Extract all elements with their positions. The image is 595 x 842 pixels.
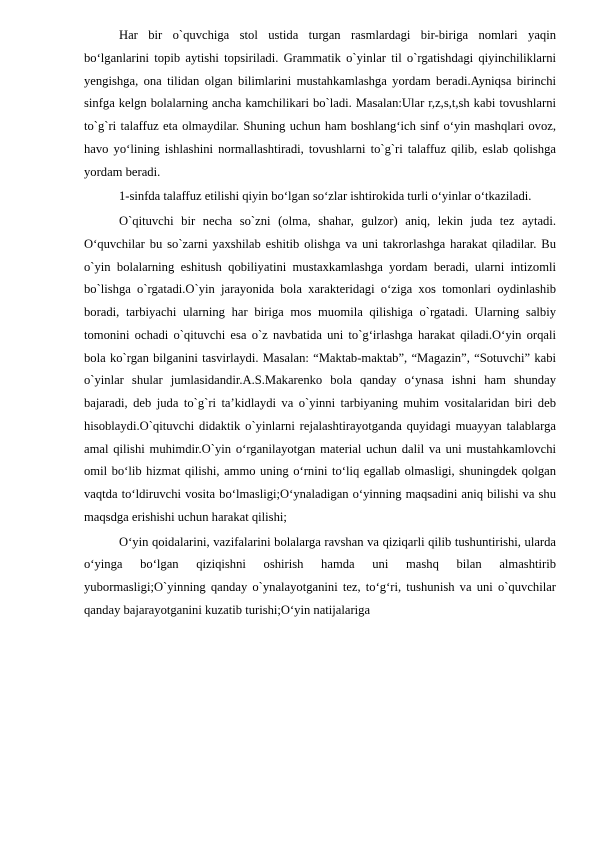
paragraph-3: O`qituvchi bir necha so`zni (olma, shahar, gulzor) aniq, lekin juda tez aytadi. O‘quvchilar bu so`zarni yaxshilab eshitib olishga va uni takrorlashga harakat qiladilar. Bu o`yin bolalarning eshitush qobiliyatini mustaxkamlashga yordam beradi, ularni intizomli bo`lishga o`rgatadi.O`yin jarayonida bola xarakteridagi o‘ziga xos tomonlari oydinlashib boradi, tarbiyachi ularning har biriga mos muomila qilishiga o`rgatadi. Ularning salbiy tomonini ochadi o`qituvchi esa o`z navbatida uni to`g‘irlashga harakat qiladi.O‘yin orqali bola ko`rgan bilganini tasvirlaydi. Masalan: “Maktab-maktab”, “Magazin”, “Sotuvchi” kabi o`yinlar shular jumlasidandir.A.S.Makarenko bola qanday o‘ynasa ishni ham shunday bajaradi, deb juda to`g`ri ta’kidlaydi va o`yinni tarbiyaning muhim vositalaridan biri deb hisoblaydi.O`qituvchi didaktik o`yinlarni rejalashtirayotganda quyidagi muayyan talablarga amal qilishi muhimdir.O`yin o‘rganilayotgan material uchun dalil va uni mustahkamlovchi omil bo‘lib hizmat qilishi, ammo uning o‘rnini to‘liq egallab olmasligi, shuningdek qolgan vaqtda to‘ldiruvchi vosita bo‘lmasligi;O‘ynaladigan o‘yinning maqsadini aniq bilishi va shu maqsdga erishishi uchun harakat qilishi; [84,214,556,524]
paragraph-4: O‘yin qoidalarini, vazifalarini bolalarga ravshan va qiziqarli qilib tushuntirishi, ularda o‘yinga bo‘lgan qiziqishni oshirish hamda uni mashq bilan almashtirib yubormasligi;O`yinning qanday o`ynalayotganini tez, to‘g‘ri, tushunish va uni o`quvchilar qanday bajarayotganini kuzatib turishi;O‘yin natijalariga [84,534,556,617]
paragraph-2: 1-sinfda talaffuz etilishi qiyin bo‘lgan so‘zlar ishtirokida turli o‘yinlar o‘tkaziladi. [119,189,532,204]
document-page [84,24,556,624]
paragraph-1: Har bir o`quvchiga stol ustida turgan rasmlardagi bir-biriga nomlari yaqin bo‘lganlarini topib aytishi topsiriladi. Grammatik o`yinlar til o`rgatishdagi qiyinchiliklarni yengishga, ona tilidan olgan bilimlarini mustahkamlashga yordam beradi.Ayniqsa birinchi sinfga kelgn bolalarning ancha kamchilikari bo`ladi. Masalan:Ular r,z,s,t,sh kabi tovushlarni to`g`ri talaffuz eta olmaydilar. Shuning uchun ham boshlang‘ich sinf o‘yin mashqlari ovoz, havo yo‘lining ishlashini normallashtiradi, tovushlarni to`g`ri talaffuz qilib, eslab qolishga yordam beradi. [84,28,556,179]
